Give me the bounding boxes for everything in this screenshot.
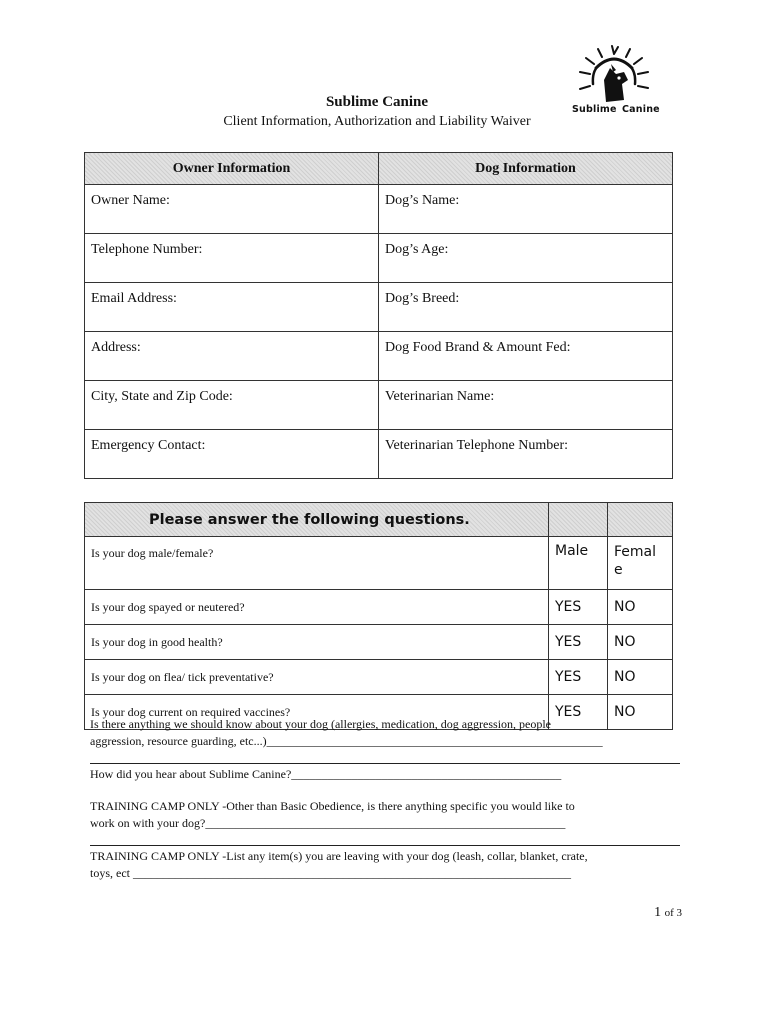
question-text: Is your dog in good health? xyxy=(85,625,549,660)
dog-info-header: Dog Information xyxy=(379,153,673,185)
answer-yes[interactable]: YES xyxy=(549,590,608,625)
client-info-table xyxy=(84,152,673,479)
table-row xyxy=(85,332,673,381)
info-header-row xyxy=(85,153,673,185)
question-row xyxy=(85,537,673,590)
question-text: Is your dog current on required vaccines? xyxy=(85,695,549,730)
owner-info-header: Owner Information xyxy=(85,153,379,185)
question-text: Is your dog on flea/ tick preventative? xyxy=(85,660,549,695)
training-focus-question-line1: TRAINING CAMP ONLY -Other than Basic Obedience, is there anything specific you would like to xyxy=(90,799,575,813)
page-current: 1 xyxy=(654,905,662,920)
sublime-canine-logo-icon xyxy=(566,44,662,128)
answer-female[interactable]: Femal e xyxy=(608,537,673,590)
items-left-question-line2[interactable]: toys, ect _________________________________________________________________________ xyxy=(90,866,571,880)
question-row xyxy=(85,590,673,625)
answer-b-header xyxy=(608,503,673,537)
question-text: Is your dog male/female? xyxy=(85,537,549,590)
answer-male[interactable]: Male xyxy=(549,537,608,590)
answer-a-header xyxy=(549,503,608,537)
telephone-field[interactable]: Telephone Number: xyxy=(85,234,379,283)
question-row xyxy=(85,660,673,695)
page-title: Sublime Canine xyxy=(325,94,429,110)
question-row xyxy=(85,625,673,660)
dog-name-field[interactable]: Dog’s Name: xyxy=(379,185,673,234)
logo-text-left: Sublime xyxy=(572,104,617,115)
answer-yes[interactable]: YES xyxy=(549,660,608,695)
concerns-question-line2[interactable]: aggression, resource guarding, etc...)________________________________________________________ xyxy=(90,734,603,748)
items-left-question-line1: TRAINING CAMP ONLY -List any item(s) you are leaving with your dog (leash, collar, blanket, crate, xyxy=(90,849,588,863)
table-row xyxy=(85,185,673,234)
address-field[interactable]: Address: xyxy=(85,332,379,381)
answer-line[interactable] xyxy=(90,845,680,846)
dog-breed-field[interactable]: Dog’s Breed: xyxy=(379,283,673,332)
owner-name-field[interactable]: Owner Name: xyxy=(85,185,379,234)
questions-header-row xyxy=(85,503,673,537)
emergency-contact-field[interactable]: Emergency Contact: xyxy=(85,430,379,479)
vet-name-field[interactable]: Veterinarian Name: xyxy=(379,381,673,430)
answer-yes[interactable]: YES xyxy=(549,695,608,730)
answer-line[interactable] xyxy=(90,763,680,764)
answer-no[interactable]: NO xyxy=(608,625,673,660)
page-subtitle: Client Information, Authorization and Liability Waiver xyxy=(223,114,531,129)
dog-food-field[interactable]: Dog Food Brand & Amount Fed: xyxy=(379,332,673,381)
referral-question[interactable]: How did you hear about Sublime Canine?_____________________________________________ xyxy=(90,767,562,781)
answer-no[interactable]: NO xyxy=(608,590,673,625)
table-row xyxy=(85,234,673,283)
table-row xyxy=(85,430,673,479)
vet-phone-field[interactable]: Veterinarian Telephone Number: xyxy=(379,430,673,479)
questions-header: Please answer the following questions. xyxy=(85,503,549,537)
table-row xyxy=(85,381,673,430)
dog-age-field[interactable]: Dog’s Age: xyxy=(379,234,673,283)
concerns-question-line1: Is there anything we should know about your dog (allergies, medication, dog aggression, people xyxy=(90,717,552,731)
answer-no[interactable]: NO xyxy=(608,660,673,695)
page-number xyxy=(654,905,682,921)
page-total: of 3 xyxy=(664,907,682,919)
answer-no[interactable]: NO xyxy=(608,695,673,730)
logo-text-right: Canine xyxy=(622,104,660,115)
training-focus-question-line2[interactable]: work on with your dog?____________________________________________________________ xyxy=(90,816,566,830)
question-text: Is your dog spayed or neutered? xyxy=(85,590,549,625)
email-field[interactable]: Email Address: xyxy=(85,283,379,332)
questions-table xyxy=(84,502,673,730)
answer-yes[interactable]: YES xyxy=(549,625,608,660)
table-row xyxy=(85,283,673,332)
city-state-zip-field[interactable]: City, State and Zip Code: xyxy=(85,381,379,430)
